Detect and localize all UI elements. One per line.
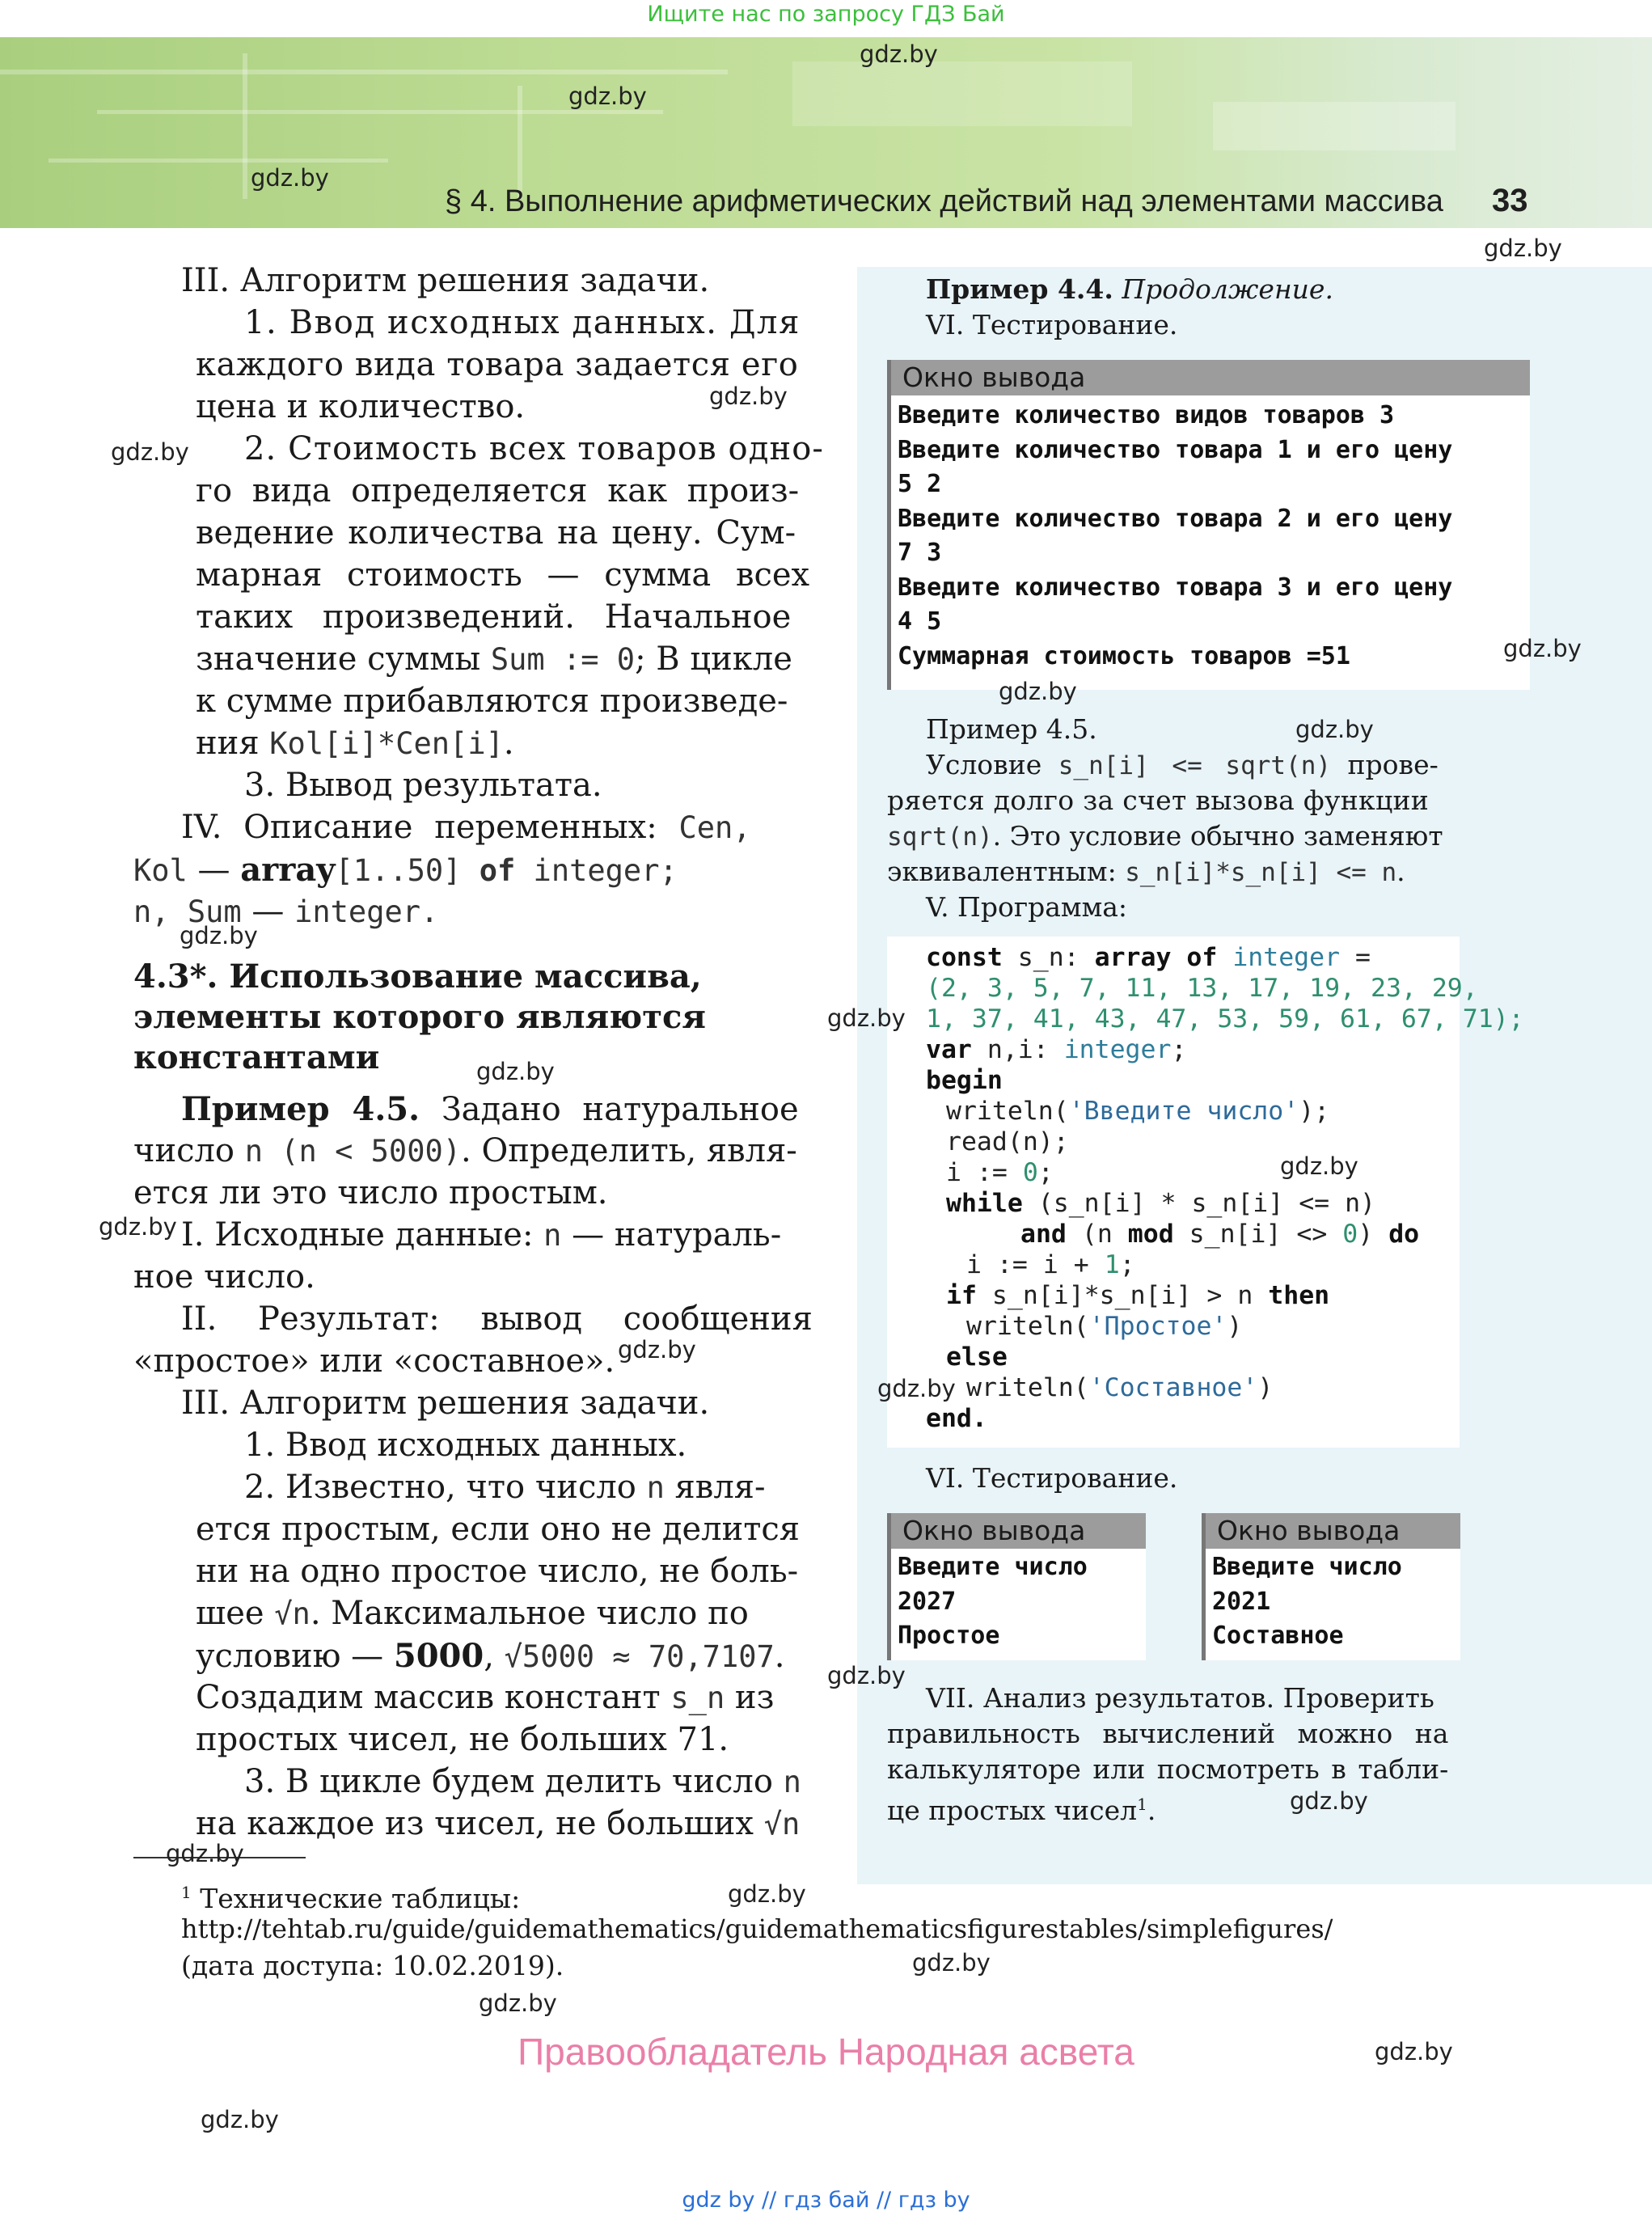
output-window-title: Окно вывода [1206, 1513, 1460, 1549]
text-line: каждого вида товара задается его [196, 346, 799, 383]
watermark: gdz.by [860, 40, 938, 68]
text-line: V. Программа: [926, 891, 1128, 923]
code-line: const s_n: array of integer = [926, 943, 1371, 972]
watermark: gdz.by [1290, 1787, 1368, 1815]
text-line: на каждое из чисел, не больших √n [196, 1805, 801, 1842]
output-line: Составное [1212, 1621, 1344, 1650]
text-line: правильность вычислений можно на [887, 1718, 1449, 1749]
watermark: gdz.by [1280, 1152, 1358, 1180]
text-line: ведение количества на цену. Сум- [196, 514, 796, 552]
text-line: ется ли это число простым. [133, 1174, 608, 1211]
code-line: i := i + 1; [966, 1250, 1135, 1279]
output-line: Введите количество видов товаров 3 [898, 401, 1395, 429]
code-line: var n,i: integer; [926, 1035, 1187, 1064]
code-line: writeln('Составное') [966, 1373, 1274, 1402]
output-line: Простое [898, 1621, 1000, 1650]
top-search-link[interactable]: Ищите нас по запросу ГДЗ Бай [647, 2, 1005, 27]
text-line: VII. Анализ результатов. Проверить [926, 1682, 1434, 1714]
text-line: 3. В цикле будем делить число n [244, 1763, 801, 1800]
watermark: gdz.by [568, 82, 647, 110]
footnote-url[interactable]: http://tehtab.ru/guide/guidemathematics/guidemathematicsfigurestables/simplefigures/ [181, 1913, 1333, 1944]
text-line: I. Исходные данные: n — натураль- [181, 1216, 782, 1254]
watermark: gdz.by [1375, 2038, 1453, 2065]
text-line: «простое» или «составное». [133, 1342, 615, 1380]
text-line: sqrt(n). Это условие обычно заменяют [887, 820, 1443, 852]
output-line: Введите количество товара 2 и его цену [898, 504, 1453, 533]
page-number: 33 [1492, 183, 1528, 218]
watermark: gdz.by [180, 922, 258, 949]
text-line: 1. Ввод исходных данных. [244, 1427, 687, 1464]
section-heading: константами [133, 1038, 380, 1076]
text-line: ряется долго за счет вызова функции [887, 784, 1430, 816]
footnote: (дата доступа: 10.02.2019). [181, 1950, 564, 1981]
output-window [887, 1513, 1146, 1660]
output-window [1202, 1513, 1460, 1660]
watermark: gdz.by [877, 1375, 956, 1402]
text-line: Пример 4.5. Задано натуральное [181, 1090, 799, 1128]
text-line: VI. Тестирование. [926, 1462, 1178, 1494]
text-line: 1. Ввод исходных данных. Для [244, 304, 801, 341]
code-line: i := 0; [946, 1158, 1054, 1187]
text-line: ни на одно простое число, не боль- [196, 1553, 799, 1590]
text-line: ется простым, если оно не делится [196, 1511, 800, 1548]
output-line: Введите число [1212, 1553, 1402, 1581]
watermark: gdz.by [618, 1336, 696, 1364]
footnote: $^1$ Технические таблицы: [181, 1883, 521, 1914]
text-line: шее √n. Максимальное число по [196, 1595, 749, 1632]
text-line: Создадим массив констант s_n из [196, 1679, 775, 1716]
watermark: gdz.by [728, 1880, 806, 1908]
code-line: end. [926, 1404, 987, 1433]
section-heading: элементы которого являются [133, 998, 706, 1036]
text-line: калькуляторе или посмотреть в табли- [887, 1753, 1449, 1785]
watermark: gdz.by [479, 1989, 557, 2017]
code-line: if s_n[i]*s_n[i] > n then [946, 1281, 1330, 1310]
watermark: gdz.by [999, 678, 1077, 705]
code-line: writeln('Введите число'); [946, 1097, 1330, 1126]
watermark: gdz.by [1295, 716, 1374, 743]
code-line: while (s_n[i] * s_n[i] <= n) [946, 1189, 1376, 1218]
code-line: writeln('Простое') [966, 1312, 1243, 1341]
output-window-title: Окно вывода [891, 1513, 1146, 1549]
text-line: Kol — array[1..50] of integer; [133, 851, 678, 889]
watermark: gdz.by [912, 1949, 991, 1977]
watermark: gdz.by [1484, 235, 1562, 262]
text-line: 2. Известно, что число n явля- [244, 1469, 766, 1506]
watermark: gdz.by [99, 1213, 177, 1241]
watermark: gdz.by [251, 164, 329, 192]
output-window-title: Окно вывода [891, 360, 1530, 395]
watermark: gdz.by [476, 1058, 555, 1085]
text-line: це простых чисел$^1$. [887, 1795, 1156, 1826]
text-line: ния Kol[i]*Cen[i]. [196, 725, 514, 762]
text-line: III. Алгоритм решения задачи. [181, 1385, 710, 1422]
text-line: марная стоимость — сумма всех [196, 556, 810, 594]
bottom-links[interactable]: gdz by // гдз бай // гдз by [682, 2188, 970, 2213]
output-line: 5 2 [898, 470, 942, 498]
text-line: Условие s_n[i] <= sqrt(n) прове- [926, 749, 1439, 780]
text-line: цена и количество. [196, 388, 526, 425]
running-head: § 4. Выполнение арифметических действий над элементами массива [445, 184, 1443, 218]
text-line: простых чисел, не больших 71. [196, 1721, 729, 1758]
output-line: Суммарная стоимость товаров =51 [898, 641, 1350, 670]
example-heading: Пример 4.4. Продолжение. [926, 273, 1333, 305]
output-line: 4 5 [898, 607, 942, 636]
output-line: Введите количество товара 3 и его цену [898, 573, 1453, 602]
watermark: gdz.by [827, 1004, 906, 1032]
text-line: таких произведений. Начальное [196, 598, 792, 636]
code-line: and (n mod s_n[i] <> 0) do [1020, 1220, 1420, 1249]
output-line: Введите количество товара 1 и его цену [898, 435, 1453, 464]
watermark: gdz.by [709, 383, 788, 410]
watermark: gdz.by [1503, 635, 1582, 662]
example-heading: Пример 4.5. [926, 713, 1097, 745]
code-line: begin [926, 1066, 1003, 1095]
text-line: эквивалентным: s_n[i]*s_n[i] <= n. [887, 856, 1405, 887]
text-line: n, Sum — integer. [133, 893, 439, 930]
text-line: IV. Описание переменных: Cen, [181, 809, 751, 846]
text-line: III. Алгоритм решения задачи. [181, 262, 710, 299]
copyright-notice: Правообладатель Народная асвета [518, 2031, 1134, 2073]
watermark: gdz.by [827, 1662, 906, 1689]
text-line: значение суммы Sum := 0; В цикле [196, 641, 792, 678]
section-heading: 4.3*. Использование массива, [133, 958, 702, 996]
text-line: число n (n < 5000). Определить, явля- [133, 1132, 797, 1169]
text-line: VI. Тестирование. [926, 309, 1178, 340]
output-window [887, 360, 1530, 690]
text-line: к сумме прибавляются произведе- [196, 683, 788, 720]
watermark: gdz.by [166, 1840, 244, 1867]
code-line: read(n); [946, 1127, 1069, 1156]
text-line: 3. Вывод результата. [244, 767, 602, 804]
text-line: ное число. [133, 1258, 315, 1296]
code-line: else [946, 1342, 1008, 1372]
text-line: II. Результат: вывод сообщения [181, 1300, 813, 1338]
output-line: 2021 [1212, 1587, 1271, 1616]
code-line: 1, 37, 41, 43, 47, 53, 59, 61, 67, 71); [926, 1004, 1524, 1034]
text-line: го вида определяется как произ- [196, 472, 800, 509]
watermark: gdz.by [201, 2106, 279, 2133]
watermark: gdz.by [111, 438, 189, 466]
text-line: условию — 5000, √5000 ≈ 70,7107. [196, 1637, 785, 1675]
output-line: 2027 [898, 1587, 957, 1616]
output-line: Введите число [898, 1553, 1088, 1581]
output-line: 7 3 [898, 539, 942, 567]
code-line: (2, 3, 5, 7, 11, 13, 17, 19, 23, 29, [926, 974, 1478, 1003]
text-line: 2. Стоимость всех товаров одно- [244, 430, 825, 467]
